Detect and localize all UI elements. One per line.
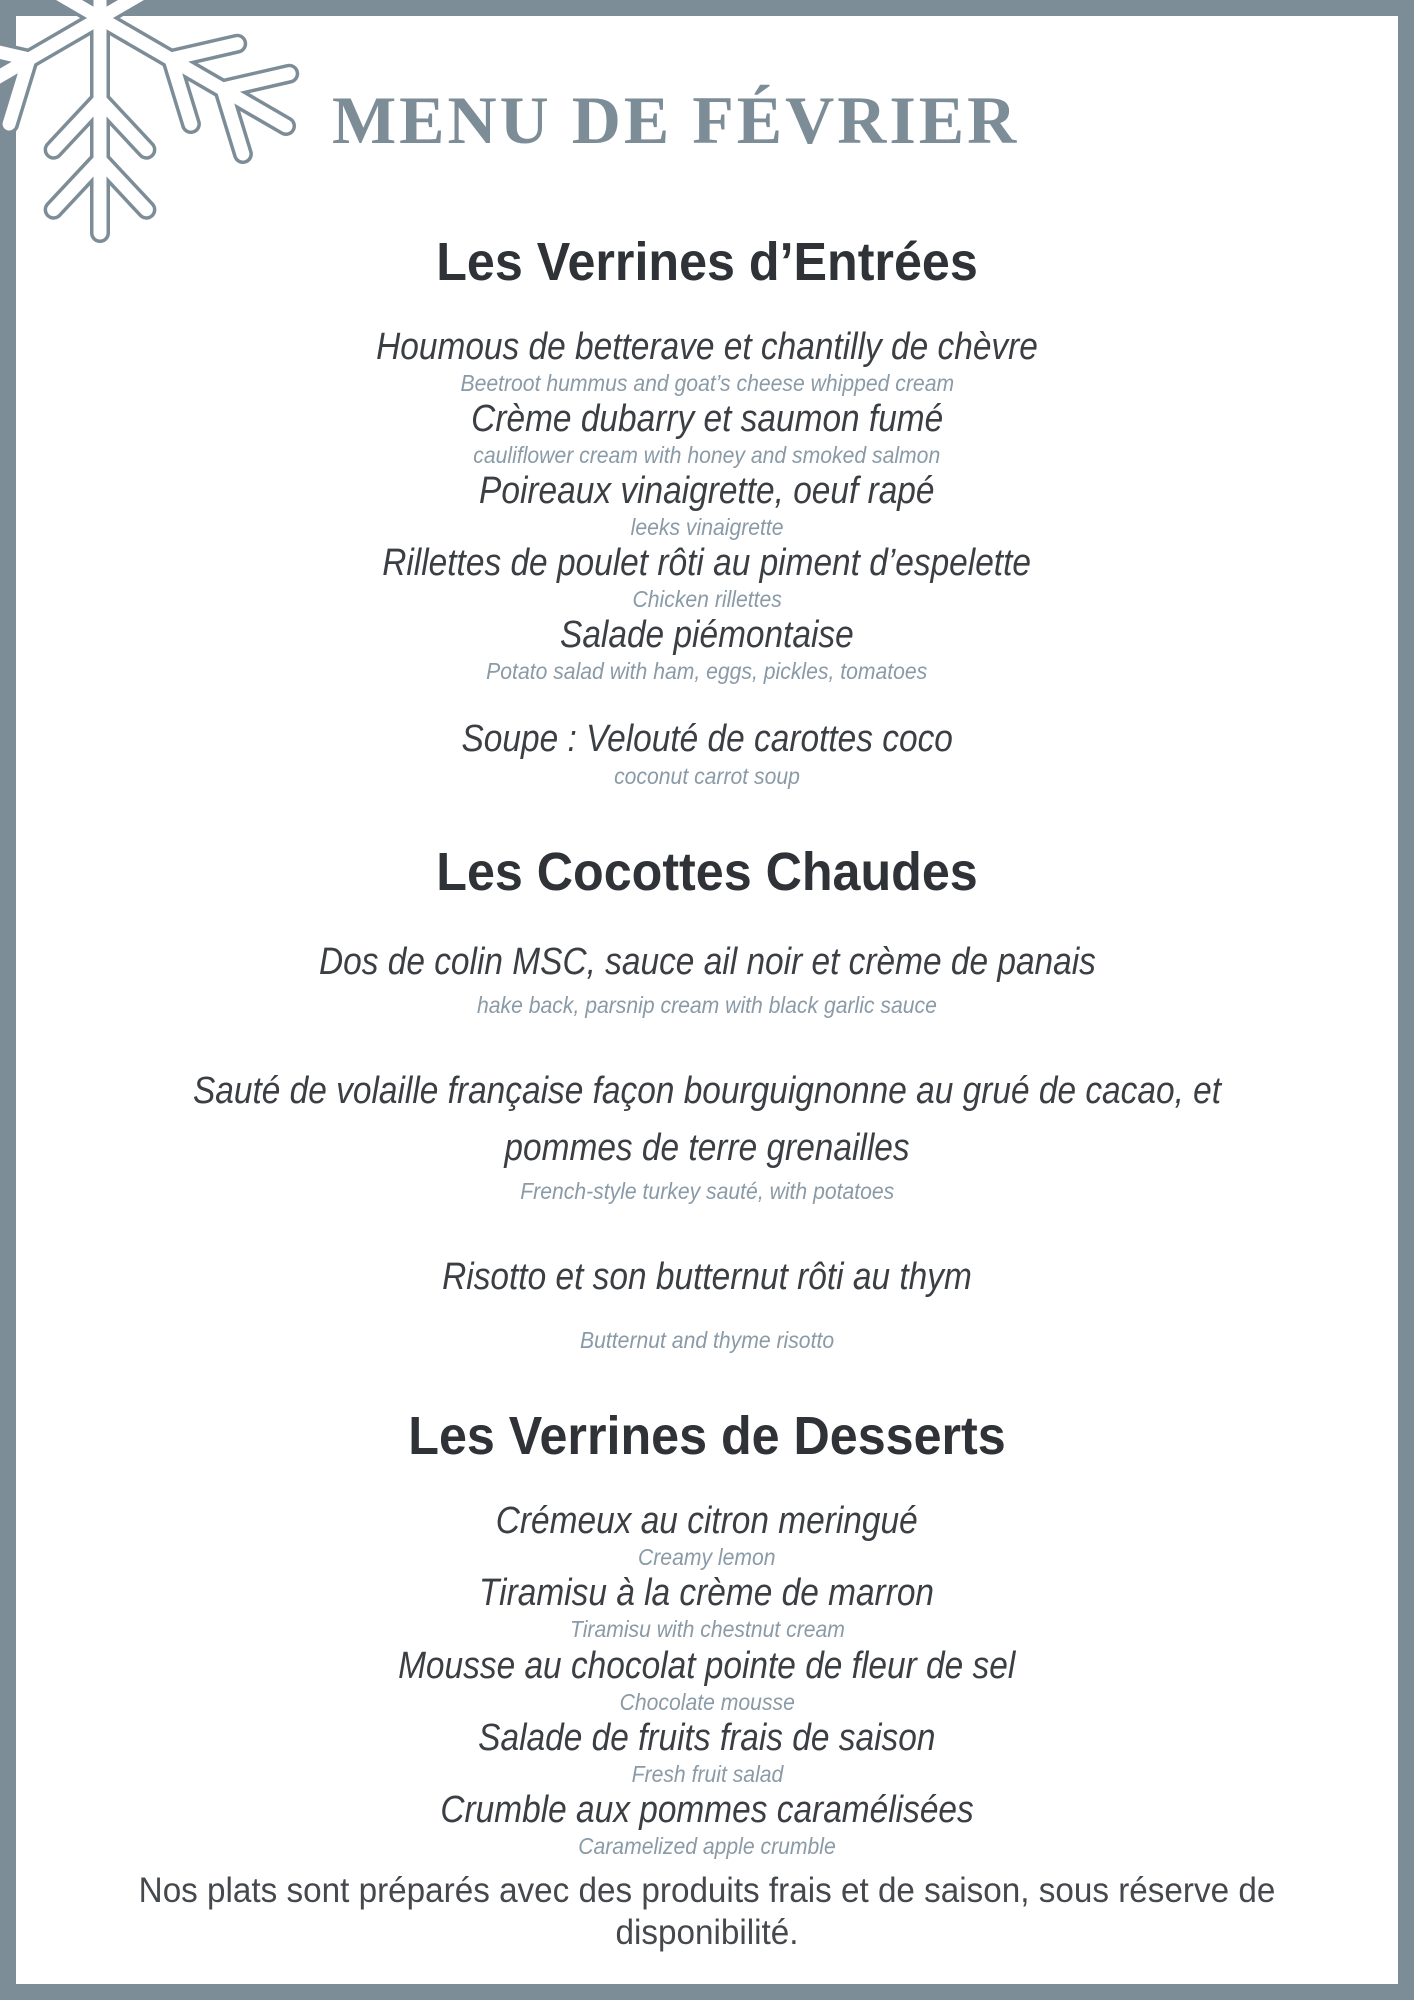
section-entrees bbox=[16, 230, 1398, 790]
item-title: Rillettes de poulet rôti au piment d’espelette bbox=[382, 542, 1032, 585]
section-entrees-heading: Les Verrines d’Entrées bbox=[436, 232, 978, 292]
menu-item bbox=[16, 934, 1398, 1019]
menu-item bbox=[16, 613, 1398, 685]
item-subtitle: cauliflower cream with honey and smoked salmon bbox=[473, 442, 941, 468]
section-cocottes-heading: Les Cocottes Chaudes bbox=[436, 841, 978, 902]
item-title: Risotto et son butternut rôti au thym bbox=[442, 1256, 972, 1299]
menu-item bbox=[16, 469, 1398, 541]
item-subtitle: French-style turkey sauté, with potatoes bbox=[519, 1178, 895, 1205]
menu-item bbox=[16, 1499, 1398, 1571]
item-subtitle: Chicken rillettes bbox=[632, 586, 782, 613]
section-desserts-heading: Les Verrines de Desserts bbox=[408, 1406, 1006, 1467]
menu-item bbox=[16, 325, 1398, 397]
item-title: Mousse au chocolat pointe de fleur de sel bbox=[398, 1644, 1016, 1687]
item-subtitle: Butternut and thyme risotto bbox=[579, 1327, 835, 1354]
item-title: Crème dubarry et saumon fumé bbox=[470, 397, 944, 440]
item-subtitle: Tiramisu with chestnut cream bbox=[569, 1616, 845, 1643]
item-subtitle: Creamy lemon bbox=[638, 1544, 776, 1571]
menu-item bbox=[16, 717, 1398, 789]
item-subtitle: Chocolate mousse bbox=[619, 1688, 795, 1715]
item-subtitle: Fresh fruit salad bbox=[631, 1760, 783, 1787]
menu-item bbox=[16, 1788, 1398, 1860]
item-title: Dos de colin MSC, sauce ail noir et crème de panais bbox=[318, 941, 1096, 984]
menu-item bbox=[16, 1249, 1398, 1354]
item-title: Tiramisu à la crème de marron bbox=[479, 1572, 935, 1615]
item-subtitle: coconut carrot soup bbox=[614, 762, 800, 789]
page-title: MENU DE FÉVRIER bbox=[332, 82, 1020, 158]
item-title: Poireaux vinaigrette, oeuf rapé bbox=[479, 470, 935, 513]
item-subtitle: hake back, parsnip cream with black garlic sauce bbox=[477, 992, 937, 1019]
item-subtitle: leeks vinaigrette bbox=[630, 514, 784, 541]
footer-note: Nos plats sont préparés avec des produits frais et de saison, sous réserve de disponibilité. bbox=[138, 1871, 1276, 1952]
item-title: Crumble aux pommes caramélisées bbox=[440, 1788, 974, 1831]
item-subtitle: Potato salad with ham, eggs, pickles, tomatoes bbox=[486, 658, 928, 685]
section-desserts bbox=[16, 1404, 1398, 1859]
item-title: Salade piémontaise bbox=[560, 614, 854, 657]
menu-item bbox=[16, 1063, 1398, 1205]
menu-content bbox=[16, 0, 1398, 1860]
item-title: Crémeux au citron meringué bbox=[496, 1500, 918, 1543]
item-subtitle: Caramelized apple crumble bbox=[578, 1832, 836, 1859]
section-cocottes bbox=[16, 840, 1398, 1355]
item-subtitle: Beetroot hummus and goat’s cheese whipped cream bbox=[460, 369, 954, 396]
item-title: Soupe : Velouté de carottes coco bbox=[461, 718, 953, 761]
item-title: Sauté de volaille française façon bourguignonne au grué de cacao, et pommes de terre grenailles bbox=[192, 1070, 1222, 1170]
menu-item bbox=[16, 541, 1398, 613]
menu-item bbox=[16, 1716, 1398, 1788]
menu-item bbox=[16, 1644, 1398, 1716]
item-title: Houmous de betterave et chantilly de chèvre bbox=[376, 325, 1038, 368]
menu-item bbox=[16, 1571, 1398, 1643]
item-title: Salade de fruits frais de saison bbox=[478, 1716, 936, 1759]
menu-item bbox=[16, 397, 1398, 469]
